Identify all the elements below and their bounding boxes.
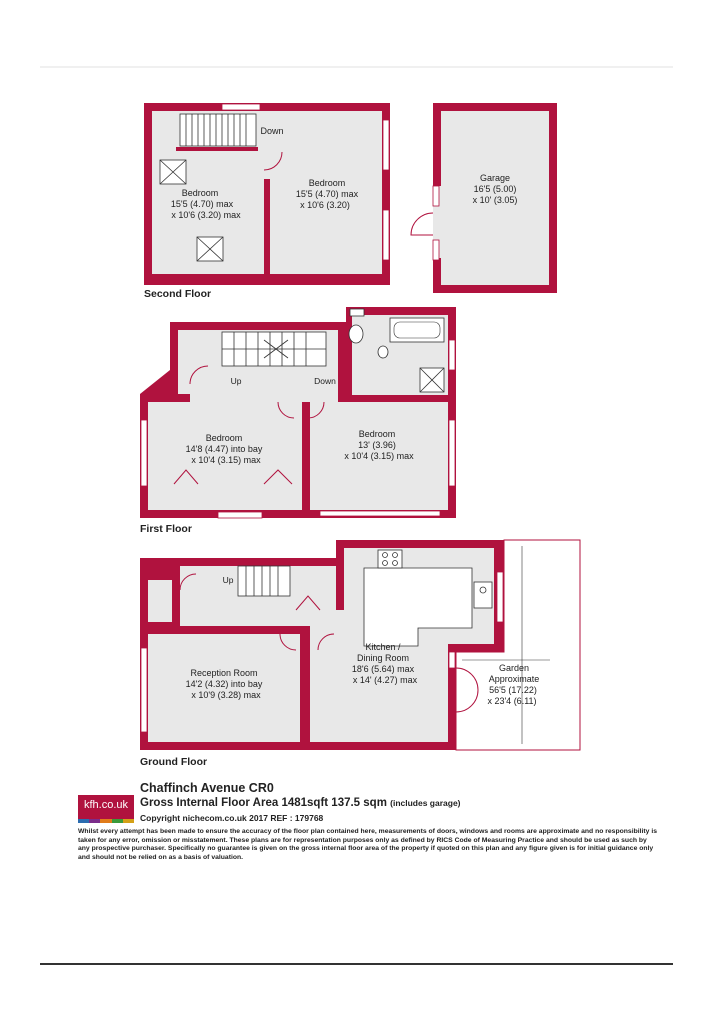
- window: [449, 420, 455, 486]
- reception-name: Reception Room: [190, 668, 258, 678]
- kitchen-name2: Dining Room: [356, 653, 410, 663]
- ground-floor-up-label: Up: [222, 575, 234, 585]
- ground-porch: [148, 580, 172, 622]
- cistern-icon: [350, 309, 364, 316]
- bedroom-left-dim1: 15'5 (4.70) max: [170, 199, 234, 209]
- garage-dim2: x 10' (3.05): [472, 195, 518, 205]
- garage: [411, 103, 557, 293]
- copyright: Copyright nichecom.co.uk 2017 REF : 179768: [140, 813, 324, 823]
- kitchen-name1: Kitchen /: [365, 642, 401, 652]
- second-floor: [144, 103, 390, 300]
- bedroom-left-dim2: x 10'6 (3.20) max: [171, 210, 241, 220]
- first-floor: [140, 307, 456, 535]
- reception-dim2: x 10'9 (3.28) max: [191, 690, 261, 700]
- logo-color-2: [89, 819, 100, 823]
- bedroom-right-dim1: 15'5 (4.70) max: [295, 189, 359, 199]
- window: [383, 210, 389, 260]
- gross-area: [140, 797, 461, 809]
- first-floor-up-label: Up: [230, 376, 242, 386]
- skylight-icon: [160, 160, 186, 184]
- kfh-logo: [78, 795, 134, 823]
- ground-floor-stairs: [238, 566, 290, 596]
- bedroom-left-name: Bedroom: [181, 188, 219, 198]
- wardrobe: [320, 511, 440, 516]
- window: [433, 240, 439, 260]
- bathtub-icon: [390, 318, 444, 342]
- garden-name1: Garden: [498, 663, 530, 673]
- first-floor-down-label: Down: [314, 376, 336, 386]
- garden-name2: Approximate: [488, 674, 540, 684]
- first-bedroom-left-dim1: 14'8 (4.47) into bay: [185, 444, 263, 454]
- patio-door-swing: [456, 668, 478, 712]
- garage-name: Garage: [479, 173, 511, 183]
- window: [222, 104, 260, 110]
- ground-floor: [140, 540, 580, 768]
- shower-icon: [420, 368, 444, 392]
- basin-icon: [378, 346, 388, 358]
- second-floor-label: Second Floor: [144, 288, 212, 300]
- second-floor-hall: [256, 151, 282, 179]
- stair-wall: [176, 147, 258, 151]
- window: [449, 340, 455, 370]
- first-bedroom-left-name: Bedroom: [205, 433, 243, 443]
- window: [141, 420, 147, 486]
- kitchen-dim1: 18'6 (5.64) max: [351, 664, 415, 674]
- bedroom-right-name: Bedroom: [308, 178, 346, 188]
- logo-color-3: [100, 819, 111, 823]
- hob-icon: [378, 550, 402, 568]
- garden-dim1: 56'5 (17.22): [489, 685, 537, 695]
- logo-text: kfh.co.uk: [83, 799, 129, 811]
- bedroom-right-dim2: x 10'6 (3.20): [300, 200, 350, 210]
- second-floor-stairs-label: Down: [260, 126, 284, 136]
- window: [383, 120, 389, 170]
- first-floor-stairs: [222, 332, 326, 366]
- toilet-icon: [349, 325, 363, 343]
- first-bedroom-right-name: Bedroom: [358, 429, 396, 439]
- window: [449, 652, 455, 668]
- logo-color-4: [112, 819, 123, 823]
- second-floor-stairs: [180, 114, 256, 146]
- kitchen-dim2: x 14' (4.27) max: [352, 675, 418, 685]
- logo-color-bar: [78, 819, 134, 823]
- bottom-divider: [40, 963, 673, 965]
- first-bedroom-right-dim2: x 10'4 (3.15) max: [344, 451, 414, 461]
- first-floor-hall: [190, 370, 338, 402]
- logo-color-1: [78, 819, 89, 823]
- bay-wall: [140, 370, 170, 394]
- skylight-icon: [197, 237, 223, 261]
- garden-dim2: x 23'4 (6.11): [487, 696, 537, 706]
- window: [433, 186, 439, 206]
- disclaimer: Whilst every attempt has been made to ensure the accuracy of the floor plan contained here, measurements of doors, windows and rooms are approximate and no responsibility is taken for any error, omission or misstatement. These plans are for representation purposes only as defined by RICS Code of Measuring Practice and should be used as such by any prospective purchaser. Specifically no guarantee is given on the gross internal floor area of the property if quoted on this plan and any figure given is for initial guidance only and should not be relied on as a basis of valuation.: [78, 828, 658, 861]
- ground-floor-label: Ground Floor: [140, 756, 208, 768]
- window: [141, 648, 147, 732]
- gross-area-note: (includes garage): [390, 798, 461, 808]
- property-address: Chaffinch Avenue CR0: [140, 781, 274, 795]
- logo-color-5: [123, 819, 134, 823]
- garage-dim1: 16'5 (5.00): [473, 184, 517, 194]
- window: [218, 512, 262, 518]
- door-swing: [411, 213, 433, 235]
- first-bedroom-left-dim2: x 10'4 (3.15) max: [191, 455, 261, 465]
- first-bedroom-right-dim1: 13' (3.96): [358, 440, 396, 450]
- gross-area-value: Gross Internal Floor Area 1481sqft 137.5 sqm: [140, 797, 387, 809]
- first-floor-label: First Floor: [140, 523, 192, 535]
- window: [497, 572, 503, 622]
- sink-icon: [474, 582, 492, 608]
- reception-dim1: 14'2 (4.32) into bay: [185, 679, 263, 689]
